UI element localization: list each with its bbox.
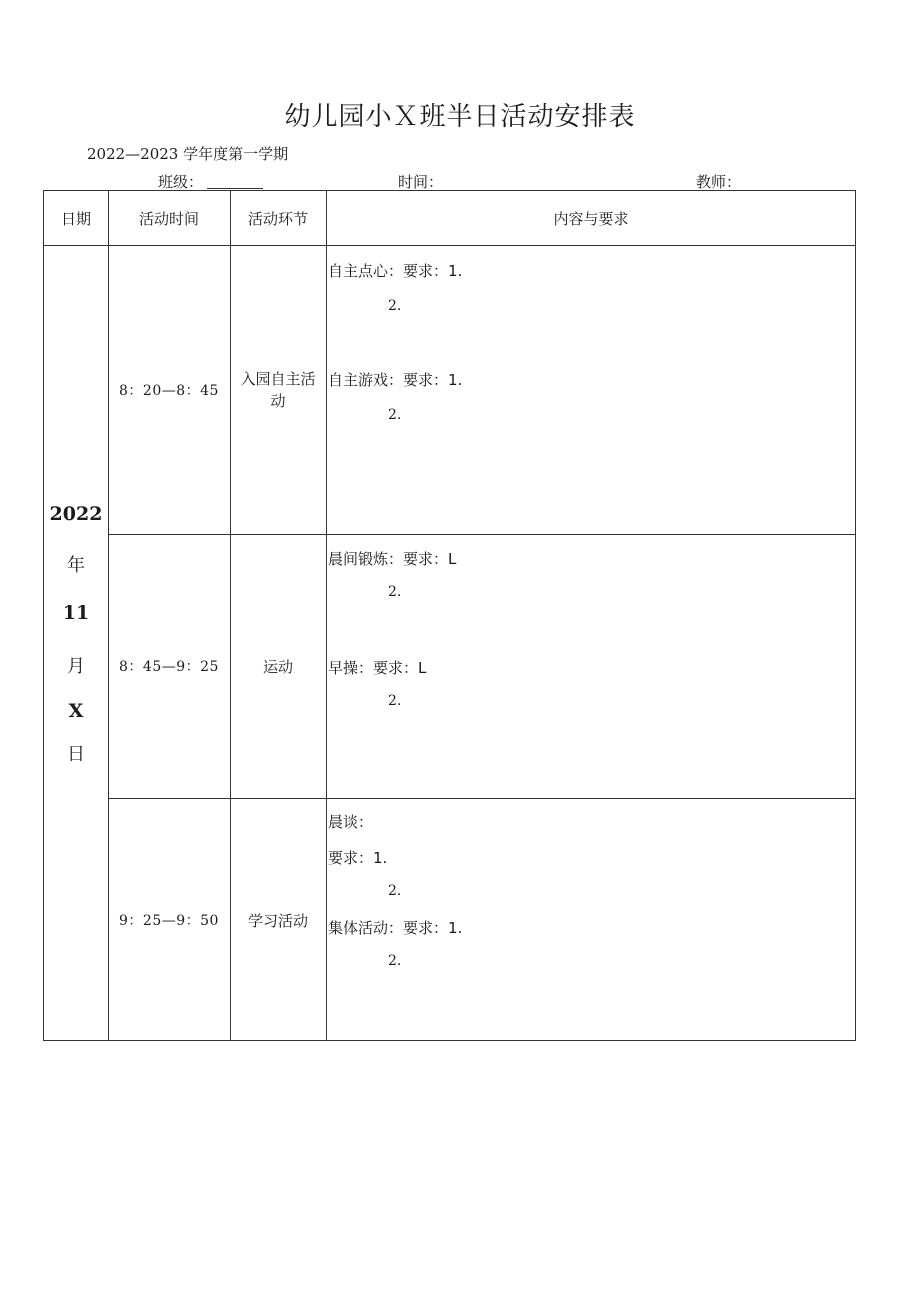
class-blank[interactable]	[207, 174, 263, 189]
teacher-label: 教师：	[696, 173, 742, 191]
row2-item1-second: 2.	[388, 584, 402, 600]
date-year-unit: 年	[67, 555, 85, 576]
row3-item1-label: 集体活动：要求：1.	[328, 919, 463, 937]
col-divider	[326, 191, 327, 1040]
time-label: 时间：	[398, 173, 444, 191]
row3-segment: 学习活动	[247, 911, 308, 930]
row3-chat-label: 晨谈：	[328, 813, 374, 831]
class-label: 班级：	[158, 173, 204, 191]
date-month-unit: 月	[67, 656, 85, 677]
row1-time: 8：20—8：45	[119, 382, 219, 399]
row2-item2-label: 早操：要求：L	[328, 659, 427, 677]
row3-item1-second: 2.	[388, 953, 402, 969]
header-date: 日期	[60, 209, 91, 228]
row3-time: 9：25—9：50	[119, 913, 219, 929]
row1-item2-label: 自主游戏：要求：1.	[328, 371, 463, 389]
header-time: 活动时间	[138, 209, 199, 228]
header-segment: 活动环节	[247, 209, 308, 228]
row1-segment-line1: 入园自主活	[240, 369, 316, 388]
row3-chat-req: 要求：1.	[328, 849, 388, 867]
row1-item1-second: 2.	[388, 298, 402, 314]
date-day-unit: 日	[67, 744, 85, 765]
page-title: 幼儿园小Ｘ班半日活动安排表	[284, 102, 636, 132]
term-label: 2022—2023 学年度第一学期	[87, 145, 289, 163]
date-year: 2022	[49, 503, 103, 525]
row2-item2-second: 2.	[388, 693, 402, 709]
row3-chat-second: 2.	[388, 883, 402, 899]
row1-segment-line2: 动	[270, 391, 286, 410]
row1-item1-label: 自主点心：要求：1.	[328, 262, 463, 280]
row2-item1-label: 晨间锻炼：要求：L	[328, 550, 457, 568]
date-day: X	[68, 700, 84, 722]
row2-segment: 运动	[262, 657, 293, 676]
row1-item2-second: 2.	[388, 407, 402, 423]
header-content: 内容与要求	[553, 209, 629, 228]
date-month: 11	[62, 602, 90, 624]
row1-segment	[230, 245, 326, 534]
class-field	[158, 171, 263, 192]
row2-time: 8：45—9：25	[119, 659, 219, 675]
schedule-table	[43, 190, 856, 1041]
